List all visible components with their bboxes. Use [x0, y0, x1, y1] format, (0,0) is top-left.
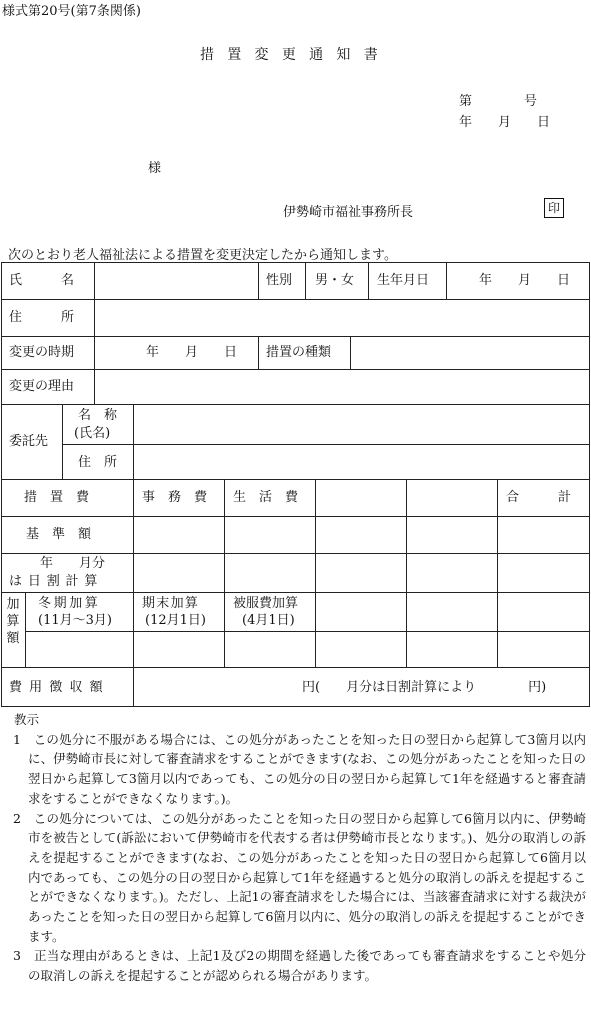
cost-label: 措 置 費 — [24, 490, 90, 505]
sex-options: 男・女 — [315, 273, 355, 288]
instruction-item: 1 この処分に不服がある場合には、この処分があったことを知った日の翌日から起算して3箇月以内に、伊勢崎市長に対して審査請求をすることができます(なお、この処分があったことを知った日の翌日から起算して3箇月以内であっても、この処分の日の翌日から起算して1年を経過すると審査請求をすることができなくなります。)。 — [13, 731, 586, 806]
change-time-label: 変更の時期 — [9, 345, 75, 360]
month-portion-label: 年 月分 — [40, 556, 106, 571]
issuer-name: 伊勢崎市福祉事務所長 — [283, 205, 414, 220]
daily-calc-label: は日割計算 — [9, 574, 104, 589]
total-label: 合 計 — [506, 490, 572, 505]
instructions-section — [14, 710, 586, 986]
birth-date-label: 生年月日 — [377, 273, 430, 288]
form-number-label: 様式第20号(第7条関係) — [2, 4, 141, 19]
sex-label: 性別 — [266, 273, 293, 288]
fee-collection-value: 円( 月分は日割計算により 円) — [302, 680, 547, 695]
change-reason-label: 変更の理由 — [9, 379, 75, 394]
office-cost-label: 事 務 費 — [142, 490, 208, 505]
consignee-address-label: 住 所 — [78, 455, 118, 470]
consignee-name-label: 名 称 — [78, 408, 118, 423]
winter-period-label: (11月～3月) — [38, 613, 112, 628]
standard-amount-label: 基 準 額 — [26, 527, 92, 542]
change-date-value: 年 月 日 — [146, 345, 238, 360]
fee-collection-label: 費用徴収額 — [9, 680, 110, 695]
addressee-honorific: 様 — [148, 161, 162, 176]
consignee-label: 委託先 — [9, 434, 49, 449]
intro-sentence: 次のとおり老人福祉法による措置を変更決定したから通知します。 — [8, 248, 397, 263]
yearend-date-label: (12月1日) — [145, 613, 206, 628]
document-number-line: 第 号 — [459, 94, 538, 109]
seal-stamp-box: 印 — [544, 198, 564, 218]
addition-amount-label: 加算額 — [6, 597, 20, 646]
instruction-item: 3 正当な理由があるときは、上記1及び2の期間を経過した後であっても審査請求をすることや処分の取消しの訴えを提起することが認められる場合があります。 — [13, 948, 586, 984]
name-label: 氏 名 — [9, 273, 75, 288]
clothing-date-label: (4月1日) — [242, 613, 295, 628]
document-date-line: 年 月 日 — [459, 115, 551, 130]
document-title: 措置変更通知書 — [199, 47, 392, 63]
living-cost-label: 生 活 費 — [233, 490, 299, 505]
clothing-addition-label: 被服費加算 — [233, 596, 299, 611]
winter-addition-label: 冬期加算 — [38, 596, 101, 611]
yearend-addition-label: 期末加算 — [142, 596, 200, 611]
birth-date-value: 年 月 日 — [479, 273, 571, 288]
consignee-name-sublabel: (氏名) — [74, 426, 111, 441]
instructions-heading: 教示 — [14, 712, 40, 727]
instruction-item: 2 この処分については、この処分があったことを知った日の翌日から起算して6箇月以内に、伊勢崎市を被告として(訴訟において伊勢崎市を代表する者は伊勢崎市長となります。)、処分の取消しの訴えを提起することができます(なお、この処分があったことを知った日の翌日から起算して6箇月以内であっても、この処分の日の翌日から起算して1年を経過すると処分の取消しの訴えを提起することができなくなります。)。ただし、上記1の審査請求をした場合には、当該審査請求に対する裁決があったことを知った日の翌日から起算して6箇月以内に、処分の取消しの訴えを提起することができます。 — [13, 810, 586, 944]
measure-type-label: 措置の種類 — [266, 345, 332, 360]
address-label: 住 所 — [9, 310, 75, 325]
